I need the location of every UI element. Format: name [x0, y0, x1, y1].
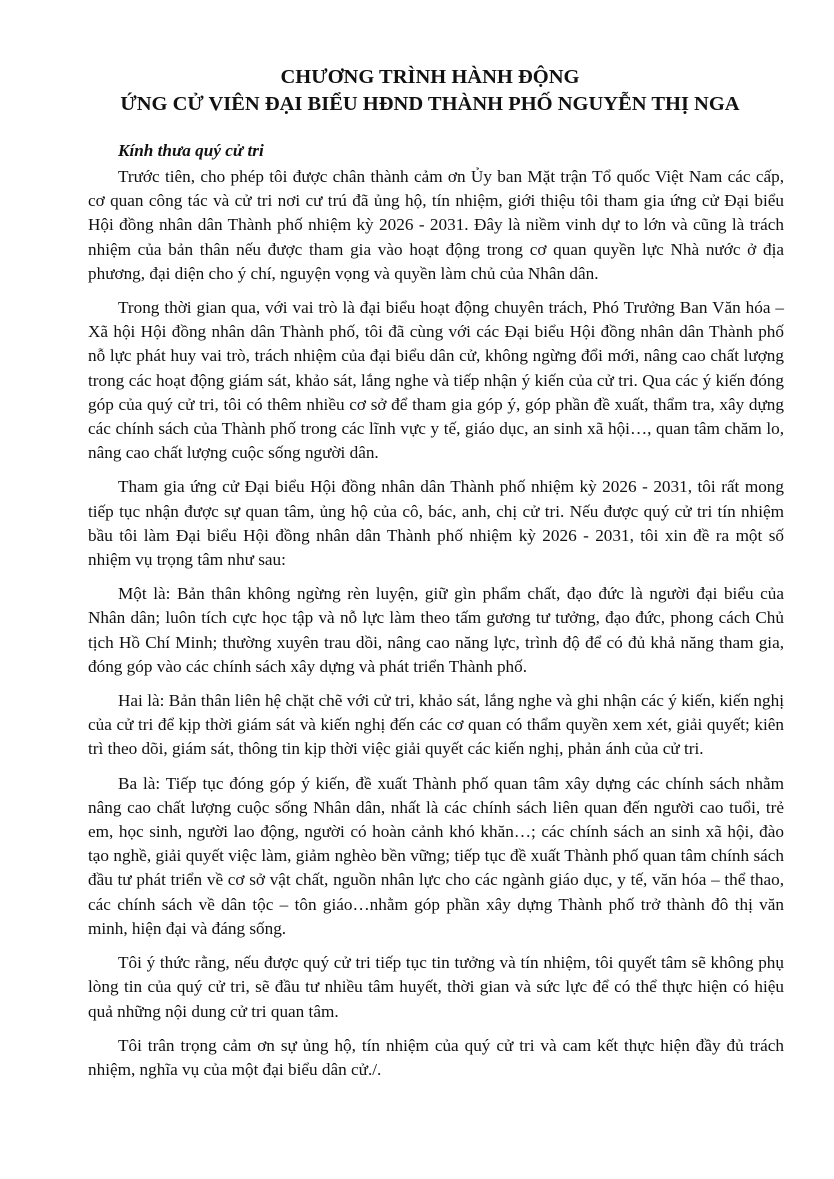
title-line-2: ỨNG CỬ VIÊN ĐẠI BIỂU HĐND THÀNH PHỐ NGUYỄN THỊ NGA	[120, 93, 740, 115]
paragraph-candidacy: Tham gia ứng cử Đại biểu Hội đồng nhân dân Thành phố nhiệm kỳ 2026 - 2031, tôi rất mong tiếp tục nhận được sự quan tâm, ủng hộ của cô, bác, anh, chị cử tri. Nếu được quý cử tri tín nhiệm bầu tôi làm Đại biểu Hội đồng nhân dân Thành phố nhiệm kỳ 2026 - 2031, tôi xin đề ra một số nhiệm vụ trọng tâm như sau:	[88, 477, 784, 570]
paragraph-intro: Trước tiên, cho phép tôi được chân thành cảm ơn Ủy ban Mặt trận Tổ quốc Việt Nam các cấp, cơ quan công tác và cử tri nơi cư trú đã ủng hộ, tín nhiệm, giới thiệu tôi tham gia ứng cử Đại biểu Hội đồng nhân dân Thành phố nhiệm kỳ 2026 - 2031. Đây là niềm vinh dự to lớn và cũng là trách nhiệm của bản thân nếu được tham gia vào hoạt động trong cơ quan quyền lực Nhà nước ở địa phương, đại diện cho ý chí, nguyện vọng và quyền làm chủ của Nhân dân.	[88, 167, 784, 283]
paragraph-past-work: Trong thời gian qua, với vai trò là đại biểu hoạt động chuyên trách, Phó Trưởng Ban Văn hóa – Xã hội Hội đồng nhân dân Thành phố, tôi đã cùng với các Đại biểu Hội đồng nhân dân Thành phố nỗ lực phát huy vai trò, trách nhiệm của đại biểu dân cử, không ngừng đổi mới, nâng cao chất lượng trong các hoạt động giám sát, khảo sát, lắng nghe và tiếp nhận ý kiến của cử tri. Qua các ý kiến đóng góp của quý cử tri, tôi có thêm nhiều cơ sở để tham gia góp ý, góp phần đề xuất, thẩm tra, xây dựng các chính sách của Thành phố trong các lĩnh vực y tế, giáo dục, an sinh xã hội…, quan tâm chăm lo, nâng cao chất lượng cuộc sống người dân.	[88, 298, 784, 463]
paragraph-task-two: Hai là: Bản thân liên hệ chặt chẽ với cử tri, khảo sát, lắng nghe và ghi nhận các ý kiến, kiến nghị của cử tri để kịp thời giám sát và kiến nghị đến các cơ quan có thẩm quyền xem xét, giải quyết; kiên trì theo dõi, giám sát, thông tin kịp thời việc giải quyết các kiến nghị, phản ánh của cử tri.	[88, 691, 784, 759]
greeting: Kính thưa quý cử tri	[118, 141, 264, 160]
paragraph-task-one: Một là: Bản thân không ngừng rèn luyện, giữ gìn phẩm chất, đạo đức là người đại biểu của Nhân dân; luôn tích cực học tập và nỗ lực làm theo tấm gương tư tưởng, đạo đức, phong cách Chủ tịch Hồ Chí Minh; thường xuyên trau dồi, nâng cao năng lực, trình độ để có đủ khả năng tham gia, đóng góp vào các chính sách xây dựng và phát triển Thành phố.	[88, 584, 784, 676]
paragraph-commitment: Tôi ý thức rằng, nếu được quý cử tri tiếp tục tin tưởng và tín nhiệm, tôi quyết tâm sẽ không phụ lòng tin của quý cử tri, sẽ đầu tư nhiều tâm huyết, thời gian và sức lực để có thể thực hiện có hiệu quả những nội dung cử tri quan tâm.	[88, 953, 784, 1021]
paragraph-closing: Tôi trân trọng cảm ơn sự ủng hộ, tín nhiệm của quý cử tri và cam kết thực hiện đầy đủ trách nhiệm, nghĩa vụ của một đại biểu dân cử./.	[88, 1035, 784, 1079]
paragraph-task-three: Ba là: Tiếp tục đóng góp ý kiến, đề xuất Thành phố quan tâm xây dựng các chính sách nhằm nâng cao chất lượng cuộc sống Nhân dân, nhất là các chính sách liên quan đến người cao tuổi, trẻ em, học sinh, người lao động, người có hoàn cảnh khó khăn…; các chính sách an sinh xã hội, đào tạo nghề, giải quyết việc làm, giảm nghèo bền vững; tiếp tục đề xuất Thành phố quan tâm chính sách đầu tư phát triển về cơ sở vật chất, nguồn nhân lực cho các ngành giáo dục, y tế, văn hóa – thể thao, các chính sách về dân tộc – tôn giáo…nhằm góp phần xây dựng Thành phố trở thành đô thị văn minh, hiện đại và đáng sống.	[88, 773, 784, 938]
document-title	[88, 64, 784, 118]
title-line-1: CHƯƠNG TRÌNH HÀNH ĐỘNG	[280, 66, 580, 88]
